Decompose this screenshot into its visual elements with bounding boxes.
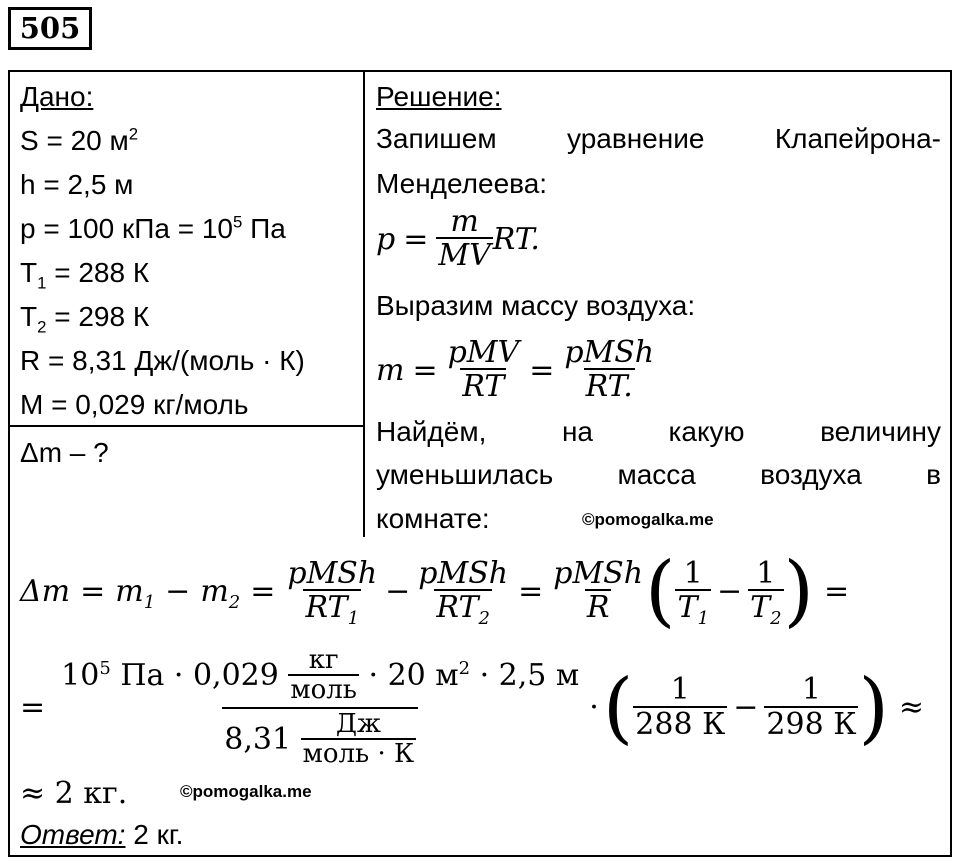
given-item-text: S = 20 м <box>20 125 129 156</box>
watermark-bottom: ©pomogalka.me <box>180 782 312 801</box>
formula-numeric: = $10^5$ Па · 0,029 кг моль · 20 $м^2 \cdot 2,5$ м 8,31 Дж моль · К · ( 1 288 К − 1 298 К ) ≈ <box>20 644 925 769</box>
formula-clapeyron <box>376 204 540 274</box>
formula-subscript: 1 <box>697 608 709 630</box>
solution-line-6: комнате: <box>376 503 490 534</box>
formula-symbol: p <box>376 221 396 257</box>
given-heading: Дано: <box>20 81 94 112</box>
given-item-subscript: 2 <box>37 317 47 337</box>
solution-line-3: Выразим массу воздуха: <box>376 290 696 321</box>
formula-symbol: = <box>403 221 429 257</box>
answer-value: 2 кг. <box>125 819 184 850</box>
problem-number: 505 <box>8 7 92 50</box>
fraction-numerator: pMSh <box>553 555 644 591</box>
fraction-numerator: 1 <box>756 555 776 591</box>
unit-numerator: Дж <box>335 708 381 739</box>
fraction-denominator: RT <box>462 369 505 405</box>
formula-subscript: 1 <box>143 591 156 613</box>
given-item-text: = 298 К <box>46 301 150 332</box>
solution-word: величину <box>820 416 941 447</box>
solution-word: Запишем <box>376 123 497 154</box>
solution-word: воздуха <box>760 459 862 490</box>
unit-denominator: моль <box>290 674 357 705</box>
given-item-text: p = 100 кПа = 10 <box>20 213 233 244</box>
formula-symbol: T <box>750 590 771 626</box>
formula-subscript: 2 <box>478 608 490 630</box>
solution-line-2: Менделеева: <box>376 168 548 199</box>
fraction-denominator: 288 К <box>635 706 726 742</box>
formula-symbol: RT <box>436 590 479 626</box>
formula-number: Па · 0,029 <box>110 657 289 693</box>
given-item-subscript: 1 <box>37 273 47 293</box>
answer-label: Ответ: <box>20 819 126 850</box>
given-item-text: h = 2,5 м <box>20 169 134 200</box>
formula-symbol: = <box>529 352 555 388</box>
given-item-superscript: 5 <box>232 212 243 232</box>
given-item-text: R = 8,31 Дж/(моль · К) <box>20 345 305 376</box>
fraction-numerator: pMSh <box>287 555 378 591</box>
fraction-numerator: pMSh <box>564 334 655 370</box>
solution-word: уменьшилась <box>376 459 554 490</box>
formula-number: 8,31 <box>224 721 301 757</box>
fraction-numerator: 1 <box>801 672 821 708</box>
fraction-numerator: m <box>450 203 479 239</box>
formula-symbol: RT <box>305 590 348 626</box>
given-item <box>20 124 138 158</box>
formula-number: 10 <box>61 657 100 693</box>
watermark-top: ©pomogalka.me <box>582 510 714 529</box>
formula-subscript: 2 <box>228 591 241 613</box>
formula-superscript: 5 <box>99 657 111 679</box>
given-divider <box>8 425 364 427</box>
formula-symbol: m <box>200 573 229 609</box>
unit-denominator: моль · К <box>302 738 415 769</box>
formula-number: · 2,5 м <box>470 657 580 693</box>
fraction-numerator: pMSh <box>418 555 509 591</box>
find-label: Δm – ? <box>20 437 109 468</box>
solution-word: Найдём, <box>376 416 487 447</box>
fraction-numerator: pMV <box>447 334 520 370</box>
formula-symbol: T <box>677 590 698 626</box>
solution-word: в <box>926 459 941 490</box>
formula-subscript: 1 <box>347 608 360 630</box>
solution-line-1 <box>376 122 941 156</box>
fraction-denominator: R <box>586 590 610 626</box>
solution-word: уравнение <box>567 123 705 154</box>
solution-word: какую <box>668 416 745 447</box>
approx-result: ≈ 2 кг. <box>20 776 128 811</box>
fraction-numerator: 1 <box>670 672 690 708</box>
given-item <box>20 212 286 246</box>
answer <box>20 818 183 852</box>
fraction-denominator: 298 К <box>766 706 857 742</box>
given-item-text: M = 0,029 кг/моль <box>20 389 249 420</box>
given-item-text: T <box>20 301 38 332</box>
formula-number: · 20 м <box>358 657 459 693</box>
given-item-text: Па <box>242 213 286 244</box>
given-item-text: = 288 К <box>46 257 150 288</box>
fraction-numerator: 1 <box>683 555 703 591</box>
formula-symbol: = <box>412 352 438 388</box>
solution-word: масса <box>617 459 696 490</box>
formula-symbol: m <box>115 573 144 609</box>
column-divider <box>363 70 365 537</box>
numeric-fraction <box>55 644 585 769</box>
solution-word: на <box>561 416 593 447</box>
formula-symbol: RT. <box>492 221 540 257</box>
formula-mass <box>376 330 656 410</box>
given-item <box>20 168 133 202</box>
fraction-denominator: RT. <box>585 369 633 405</box>
formula-symbol: m <box>376 352 405 388</box>
formula-superscript: 2 <box>458 657 471 679</box>
solution-word: Клапейрона- <box>774 123 941 154</box>
given-item-superscript: 2 <box>128 124 139 144</box>
given-item-text: T <box>20 257 38 288</box>
given-item <box>20 256 150 293</box>
formula-symbol: Δm <box>20 573 71 609</box>
solution-heading: Решение: <box>376 81 502 112</box>
formula-delta-m: Δm = $m_1$ − $m_2$ = pMSh $RT_1$ − pMSh $RT_2$ = pMSh R ( 1 $T_1$ − $\frac{1}{T_2}$ ) = <box>20 546 850 636</box>
formula-subscript: 2 <box>770 608 782 630</box>
unit-numerator: кг <box>308 644 339 675</box>
solution-line-5 <box>376 458 941 492</box>
given-item <box>20 344 305 378</box>
solution-line-4 <box>376 415 941 449</box>
given-item <box>20 388 248 422</box>
given-item <box>20 300 150 337</box>
fraction-denominator: MV <box>438 238 491 274</box>
